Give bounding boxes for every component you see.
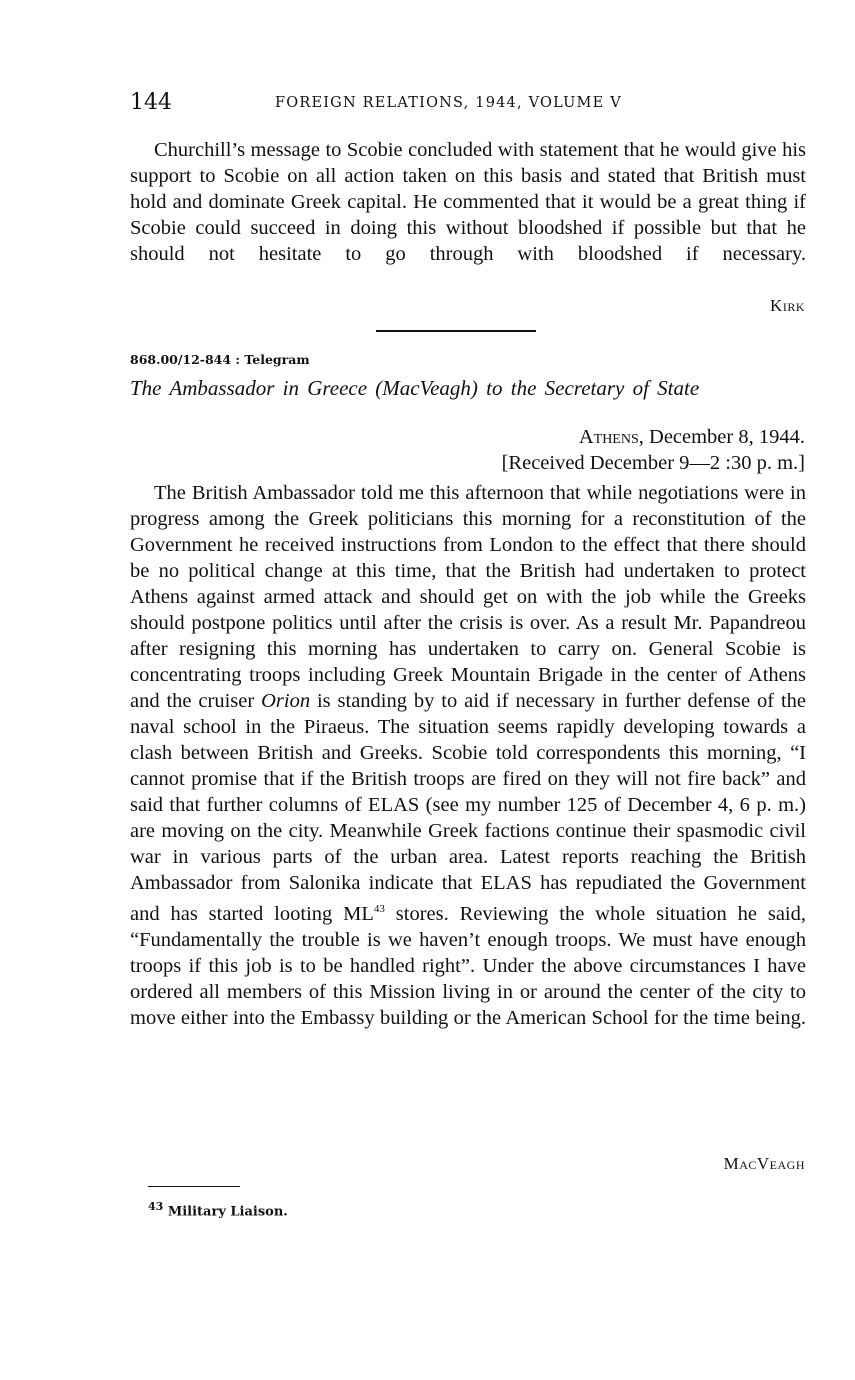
body-part-1: The British Ambassador told me this afternoon that while negotiations were in progress among the Greek politicians this morning for a reconstitution of the Government he received instructions from London to the effect that there should be no political change at this time, that the British had undertaken to protect Athens against armed attack and should get on with the job while the Greeks should postpone politics until after the crisis is over. As a result Mr. Papandreou after resigning this morning has undertaken to carry on. General Scobie is concentrating troops including Greek Mountain Brigade in the center of Athens and the cruiser bbox=[130, 482, 806, 712]
macveagh-signature: MacVeagh bbox=[723, 1154, 805, 1173]
footnote-rule bbox=[148, 1186, 240, 1187]
received-line: [Received December 9—2 :30 p. m.] bbox=[501, 452, 805, 474]
ship-name: Orion bbox=[261, 690, 311, 712]
running-head: FOREIGN RELATIONS, 1944, VOLUME V bbox=[275, 95, 622, 111]
file-reference: 868.00/12-844 : Telegram bbox=[130, 352, 310, 367]
dateline-place: Athens bbox=[578, 426, 639, 448]
footnote-marker: 43 bbox=[148, 1200, 164, 1213]
document-title: The Ambassador in Greece (MacVeagh) to the Secretary of State bbox=[130, 376, 700, 400]
dateline bbox=[579, 426, 805, 449]
section-divider bbox=[376, 330, 536, 332]
footnote-reference: 43 bbox=[373, 903, 385, 915]
page-header bbox=[130, 90, 806, 120]
kirk-signature: Kirk bbox=[770, 296, 805, 315]
macveagh-body bbox=[130, 480, 806, 1057]
page-number: 144 bbox=[130, 90, 172, 115]
kirk-paragraph: Churchill’s message to Scobie concluded with statement that he would give his support to Scobie on all action taken on this basis and stated that British must hold and dominate Greek capital. He commented that it would be a great thing if Scobie could succeed in doing this without bloodshed if possible but that he should not hesitate to go through with bloodshed if necessary. bbox=[130, 139, 806, 265]
dateline-date: , December 8, 1944. bbox=[638, 426, 805, 448]
footnote-text: Military Liaison. bbox=[167, 1204, 288, 1220]
body-part-2: is standing by to aid if necessary in further defense of the naval school in the Piraeus. The situation seems rapidly developing towards a clash between British and Greeks. Scobie told correspondents this morning, “I cannot promise that if the British troops are fired on they will not fire back” and said that further columns of ELAS (see my number 125 of December 4, 6 p. m.) are moving on the city. Meanwhile Greek factions continue their spasmodic civil war in various parts of the urban area. Latest reports reaching the British Ambassador from Salonika indicate that ELAS has repudiated the Government and has started looting ML bbox=[130, 690, 807, 925]
footnote bbox=[148, 1200, 288, 1219]
body-part-3: stores. Reviewing the whole situation he said, “Fundamentally the trouble is we haven’t enough troops. We must have enough troops if this job is to be handled right”. Under the above circumstances I have ordered all members of this Mission living in or around the center of the city to move either into the Embassy building or the American School for the time being. bbox=[130, 902, 806, 1029]
